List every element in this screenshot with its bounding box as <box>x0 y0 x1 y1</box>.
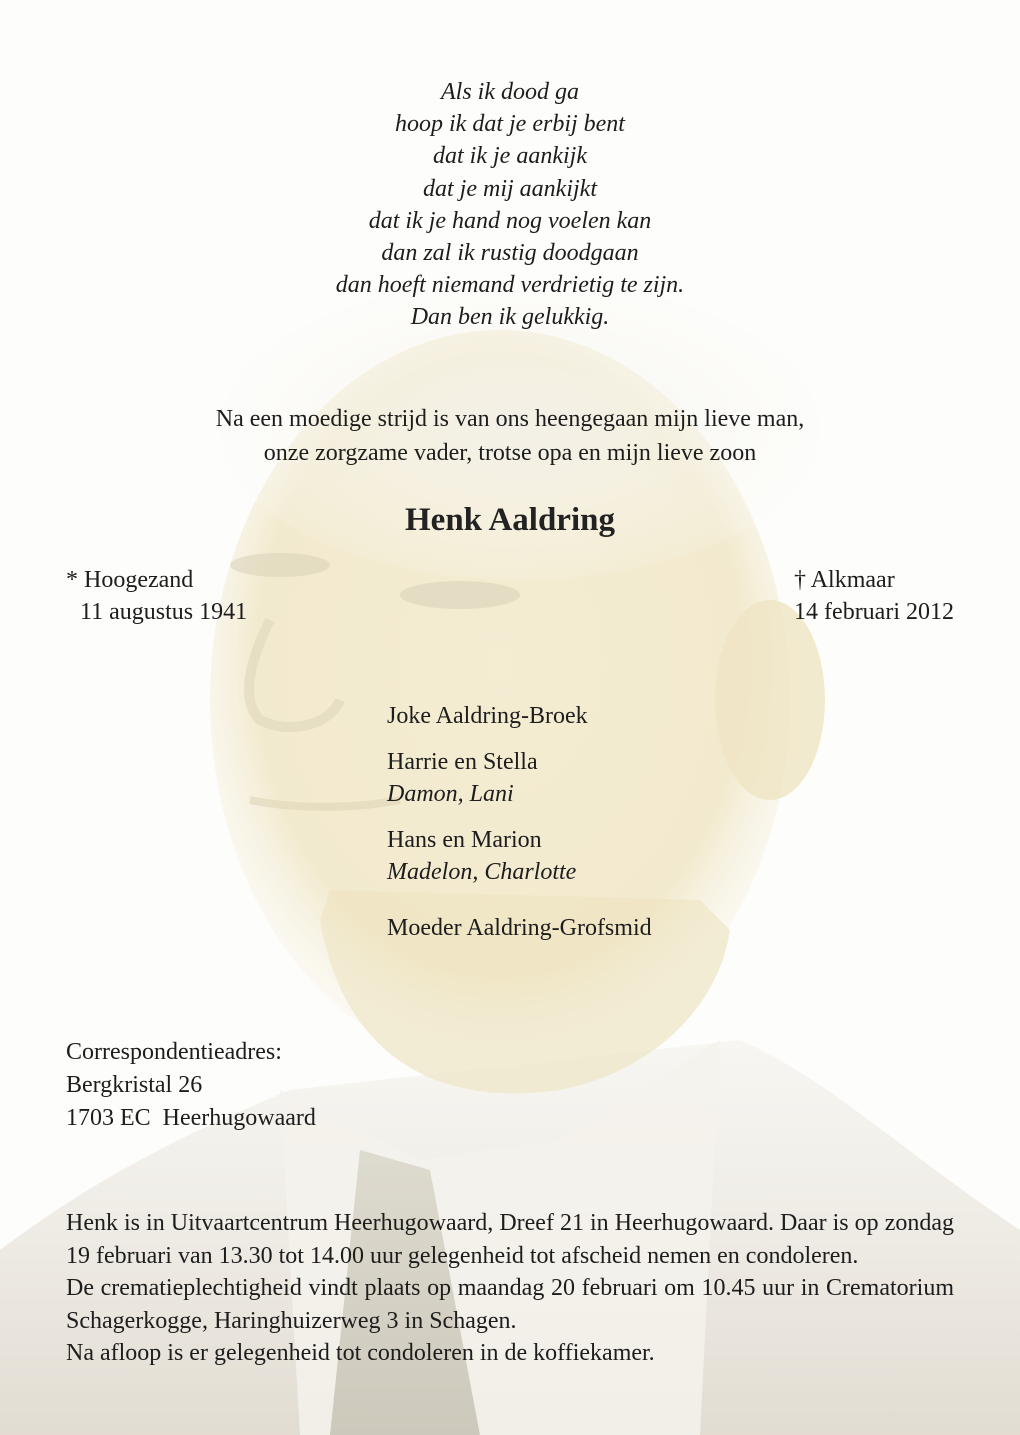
correspondence-address <box>66 1036 316 1135</box>
details-paragraph: Na afloop is er gelegenheid tot condoleren in de koffiekamer. <box>66 1340 655 1366</box>
mourner-name: Harrie en Stella <box>387 749 538 775</box>
mourner-entry <box>387 746 652 810</box>
mourners-list <box>387 700 652 958</box>
mourner-name: Hans en Marion <box>387 827 542 853</box>
mourner-entry <box>387 824 652 888</box>
announcement-intro <box>0 402 1020 470</box>
death-info <box>794 564 954 628</box>
poem-line: Als ik dood ga <box>441 79 579 105</box>
intro-line: onze zorgzame vader, trotse opa en mijn lieve zoon <box>263 440 757 466</box>
mourner-name: Moeder Aaldring-Grofsmid <box>387 915 652 941</box>
address-label: Correspondentieadres: <box>66 1039 282 1065</box>
poem-line: dat ik je hand nog voelen kan <box>368 207 652 234</box>
death-date: 14 februari 2012 <box>794 599 954 625</box>
mourner-name: Joke Aaldring-Broek <box>387 703 588 729</box>
birth-info <box>66 564 247 628</box>
deceased-name: Henk Aaldring <box>405 502 615 538</box>
poem-line: dat je mij aankijkt <box>423 175 597 202</box>
death-place: † Alkmaar <box>794 567 895 593</box>
funeral-details <box>66 1207 954 1370</box>
poem-line: dan hoeft niemand verdrietig te zijn. <box>335 272 685 299</box>
poem-line: dat ik je aankijk <box>433 143 587 170</box>
poem <box>0 76 1020 334</box>
birth-date: 11 augustus 1941 <box>80 599 248 625</box>
address-city: 1703 EC Heerhugowaard <box>66 1105 316 1131</box>
mourner-entry <box>387 700 652 732</box>
address-street: Bergkristal 26 <box>66 1072 203 1098</box>
birth-place: * Hoogezand <box>66 567 194 593</box>
mourner-entry <box>387 912 652 944</box>
poem-line: hoop ik dat je erbij bent <box>395 111 625 138</box>
poem-line: Dan ben ik gelukkig. <box>410 304 610 331</box>
details-paragraph: De crematieplechtigheid vindt plaats op maandag 20 februari om 10.45 uur in Crematorium Schagerkogge, Haringhuizerweg 3 in Schagen. <box>66 1275 954 1334</box>
mourner-children: Madelon, Charlotte <box>387 859 577 885</box>
intro-line: Na een moedige strijd is van ons heengegaan mijn lieve man, <box>215 406 805 432</box>
details-paragraph: Henk is in Uitvaartcentrum Heerhugowaard, Dreef 21 in Heerhugowaard. Daar is op zondag 19 februari van 13.30 tot 14.00 uur gelegenheid tot afscheid nemen en condoleren. <box>66 1210 954 1269</box>
mourner-children: Damon, Lani <box>387 781 514 807</box>
poem-line: dan zal ik rustig doodgaan <box>381 240 639 267</box>
